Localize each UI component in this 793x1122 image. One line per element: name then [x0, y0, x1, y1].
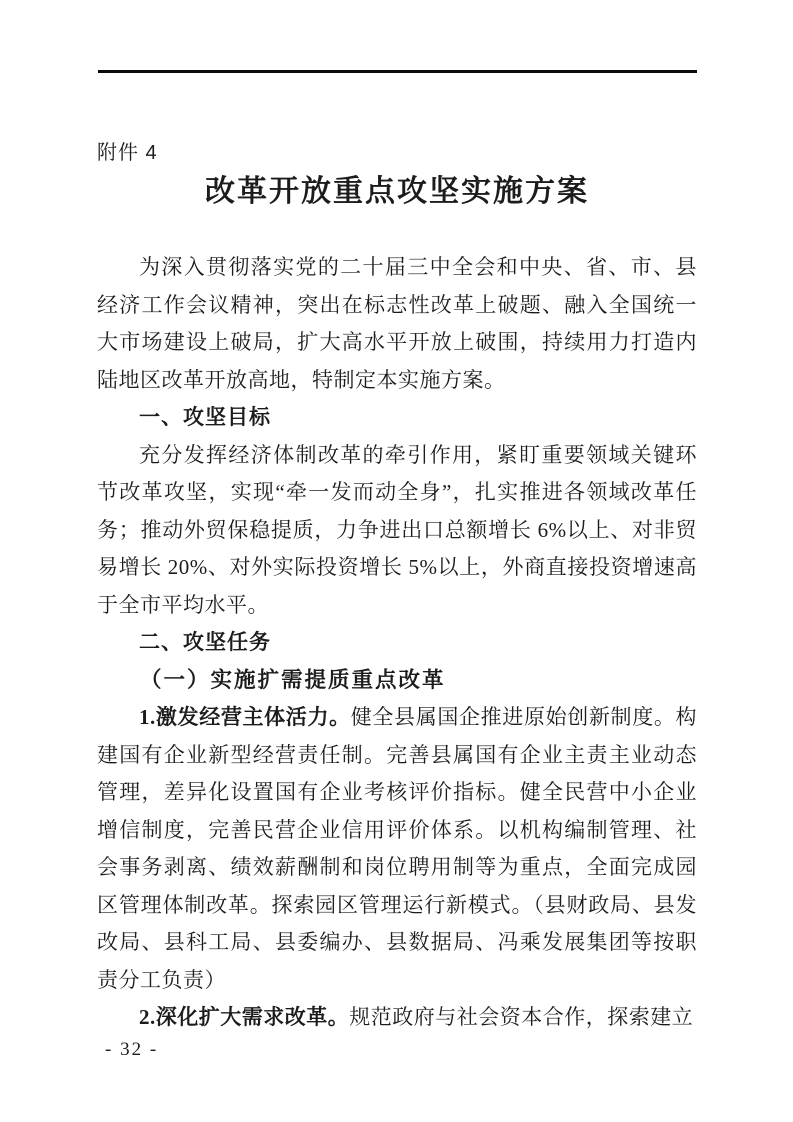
attachment-label: 附件 4	[97, 142, 158, 164]
task-item-2	[97, 999, 697, 1037]
page-number: - 32 -	[105, 1039, 159, 1060]
task-item-2-lead: 2.深化扩大需求改革。	[139, 1005, 350, 1029]
subsection-heading-reform: （一）实施扩需提质重点改革	[140, 667, 446, 692]
task-item-1-text: 健全县属国企推进原始创新制度。构建国有企业新型经营责任制。完善县属国有企业主责主业动态管理，差异化设置国有企业考核评价指标。健全民营中小企业增信制度，完善民营企业信用评价体系。以机构编制管理、社会事务剥离、绩效薪酬制和岗位聘用制等为重点，全面完成园区管理体制改革。探索园区管理运行新模式。（县财政局、县发改局、县科工局、县委编办、县数据局、冯乘发展集团等按职责分工负责）	[97, 705, 697, 992]
header-rule	[98, 70, 697, 73]
task-item-2-text: 规范政府与社会资本合作，探索建立	[349, 1005, 694, 1029]
task-item-1-lead: 1.激发经营主体活力。	[139, 705, 351, 729]
section-heading-tasks: 二、攻坚任务	[139, 631, 271, 654]
document-content	[97, 141, 697, 1037]
document-title: 改革开放重点攻坚实施方案	[205, 175, 589, 208]
section-heading-goals: 一、攻坚目标	[139, 406, 271, 429]
task-item-1	[97, 699, 697, 999]
goals-paragraph: 充分发挥经济体制改革的牵引作用，紧盯重要领域关键环节改革攻坚，实现“牵一发而动全身”，扎实推进各领域改革任务；推动外贸保稳提质，力争进出口总额增长 6%以上、对非贸易增长 20%、对外实际投资增长 5%以上，外商直接投资增速高于全市平均水平。	[97, 442, 697, 617]
intro-paragraph: 为深入贯彻落实党的二十届三中全会和中央、省、市、县经济工作会议精神，突出在标志性改革上破题、融入全国统一大市场建设上破局，扩大高水平开放上破围，持续用力打造内陆地区改革开放高地，特制定本实施方案。	[97, 255, 697, 392]
document-body	[97, 249, 697, 1037]
